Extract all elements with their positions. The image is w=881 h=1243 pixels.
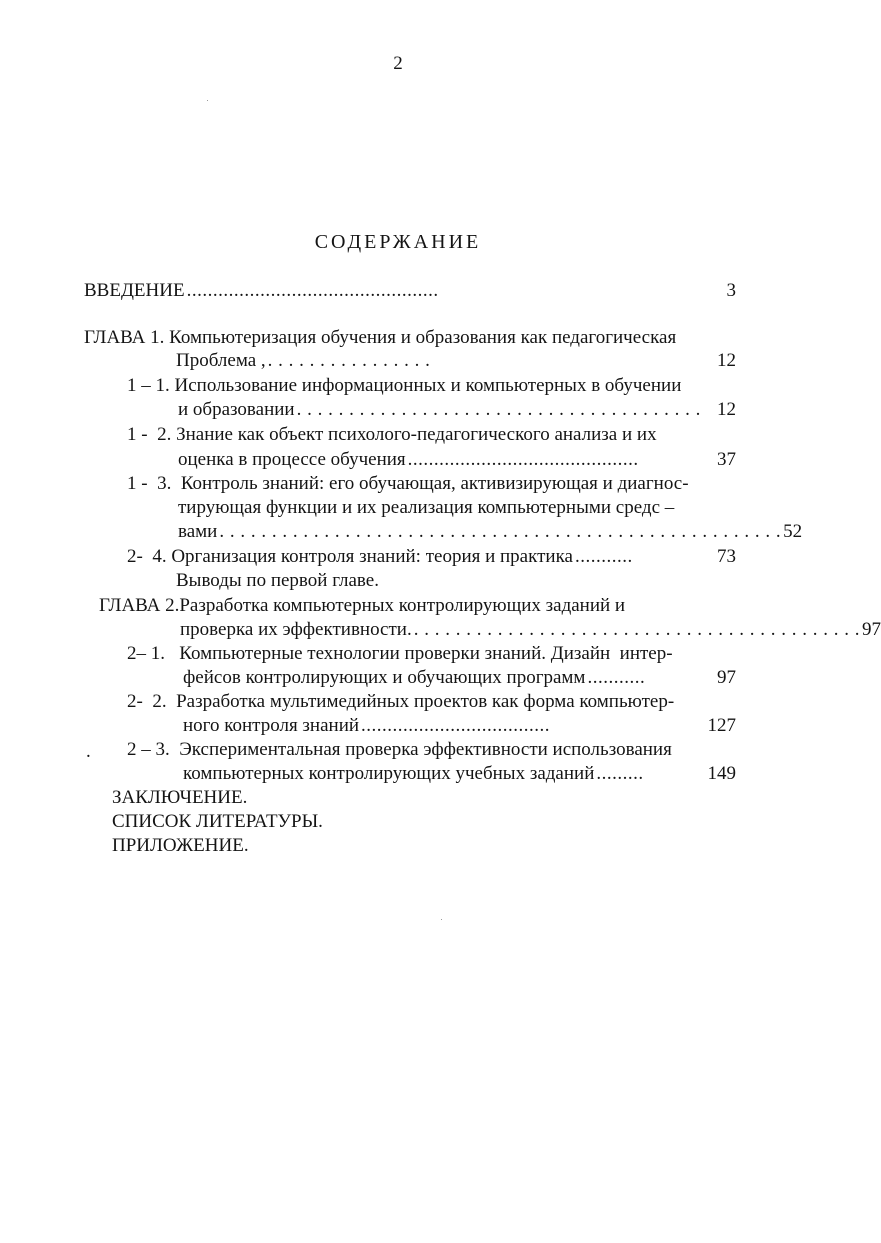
toc-page-number: 97 — [717, 667, 736, 688]
toc-entry-label: 2- 4. Организация контроля знаний: теория и практика — [127, 546, 573, 567]
toc-section-1-3-line2: тирующая функции и их реализация компьютерными средс – — [178, 497, 675, 518]
scan-speck — [441, 919, 442, 920]
toc-section-1-1-title: 1 – 1. Использование информационных и компьютерных в обучении — [127, 375, 682, 396]
toc-entry-label: оценка в процессе обучения — [178, 449, 406, 470]
scan-speck — [207, 100, 208, 101]
toc-entry-label: проверка их эффективности. — [180, 619, 412, 640]
dot-leader: . . . . . . . . . . . . . . . . . . . . . . . . . . . . . . . . . . . . . . . . . . . . . . . . . . . . . . — [219, 521, 782, 542]
dot-leader: . . . . . . . . . . . . . . . . . . . . . . . . . . . . . . . . . . . . . . . . . . . — [413, 619, 860, 640]
dot-leader: .................................... — [361, 715, 551, 736]
toc-entry-label: вами — [178, 521, 218, 542]
toc-entry-label: компьютерных контролирующих учебных заданий — [183, 763, 595, 784]
toc-page-number: 149 — [707, 763, 736, 784]
dot-leader: . . . . . . . . . . . . . . . . — [267, 350, 431, 371]
toc-entry-label: ВВЕДЕНИЕ — [84, 280, 185, 301]
toc-appendix: ПРИЛОЖЕНИЕ. — [112, 835, 249, 856]
toc-section-2-2-cont — [183, 714, 736, 738]
toc-section-2-1-title: 2– 1. Компьютерные технологии проверки знаний. Дизайн интер- — [127, 643, 673, 664]
toc-entry-label: фейсов контролирующих и обучающих программ — [183, 667, 586, 688]
toc-chapter-1-cont — [176, 349, 736, 373]
toc-conclusions-ch1: Выводы по первой главе. — [176, 570, 379, 591]
toc-entry-label: ного контроля знаний — [183, 715, 360, 736]
margin-dot: . — [86, 741, 91, 762]
toc-chapter-1-title: ГЛАВА 1. Компьютеризация обучения и образования как педагогическая — [84, 327, 677, 348]
toc-section-2-3-cont — [183, 762, 736, 786]
toc-page-number: 52 — [783, 521, 803, 542]
dot-leader: ........... — [587, 667, 646, 688]
toc-entry-label: Проблема , — [176, 350, 266, 371]
toc-entry-label: и образовании — [178, 399, 295, 420]
toc-chapter-2-title: ГЛАВА 2.Разработка компьютерных контролирующих заданий и — [99, 595, 626, 616]
toc-section-2-4 — [127, 545, 736, 569]
toc-section-1-3-cont — [178, 520, 803, 544]
dot-leader: . . . . . . . . . . . . . . . . . . . . . . . . . . . . . . . . . . . . . . . — [296, 399, 701, 420]
toc-references: СПИСОК ЛИТЕРАТУРЫ. — [112, 811, 323, 832]
toc-conclusion: ЗАКЛЮЧЕНИЕ. — [112, 787, 248, 808]
dot-leader: ......... — [596, 763, 644, 784]
toc-section-2-3-title: 2 – 3. Экспериментальная проверка эффективности использования — [127, 739, 672, 760]
toc-title: СОДЕРЖАНИЕ — [314, 231, 482, 253]
toc-chapter-2-cont — [180, 618, 881, 642]
toc-page-number: 127 — [707, 715, 736, 736]
toc-page-number: 12 — [717, 350, 736, 371]
toc-section-1-1-cont — [178, 398, 736, 422]
toc-entry-intro — [84, 279, 736, 303]
toc-section-1-3-title: 1 - 3. Контроль знаний: его обучающая, активизирующая и диагнос- — [127, 473, 689, 494]
toc-page-number: 97 — [861, 619, 881, 640]
toc-page-number: 3 — [726, 280, 736, 301]
toc-section-1-2-title: 1 - 2. Знание как объект психолого-педагогического анализа и их — [127, 424, 657, 445]
toc-section-1-2-cont — [178, 448, 736, 472]
dot-leader: ................................................ — [186, 280, 439, 301]
toc-page-number: 37 — [717, 449, 736, 470]
toc-section-2-1-cont — [183, 666, 736, 690]
toc-page-number: 73 — [717, 546, 736, 567]
dot-leader: ........... — [574, 546, 633, 567]
page-number: 2 — [393, 53, 403, 74]
dot-leader: ............................................ — [407, 449, 639, 470]
toc-section-2-2-title: 2- 2. Разработка мультимедийных проектов как форма компьютер- — [127, 691, 675, 712]
toc-page-number: 12 — [717, 399, 736, 420]
